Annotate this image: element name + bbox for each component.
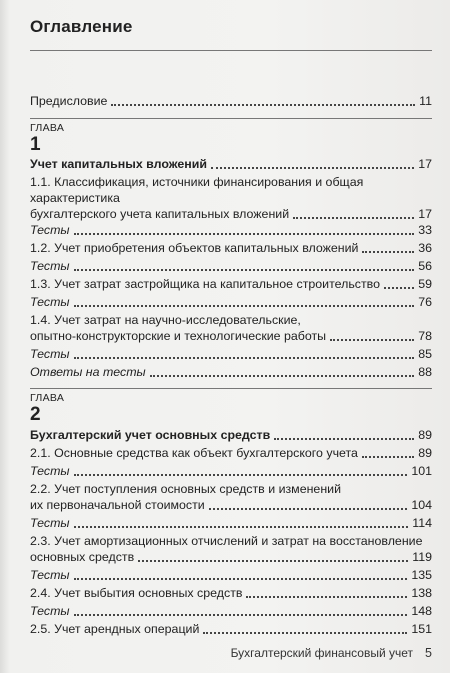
page-number: 5 [425,646,432,660]
toc-entry-tests [30,515,432,531]
toc-entry-section [30,174,432,222]
toc-entry-section [30,621,432,637]
toc-entry-section [30,240,432,256]
entry-page: 17 [418,157,432,171]
leader-dots [330,338,414,341]
running-title: Бухгалтерский финансовый учет [230,646,414,660]
leader-dots [384,286,414,289]
entry-text: Тесты [30,295,70,309]
entry-page: 114 [412,516,432,530]
toc-entry-section [30,312,432,344]
entry-text: Тесты [30,259,70,273]
entry-page: 78 [418,329,432,343]
entry-page: 89 [418,428,432,442]
entry-text-line: 1.1. Классификация, источники финансирования и общая [30,175,364,189]
leader-dots [74,473,408,476]
leader-dots [74,232,415,235]
entry-page: 11 [419,94,432,108]
entry-text: бухгалтерского учета капитальных вложений [30,207,290,221]
entry-text: 2.1. Основные средства как объект бухгалтерского учета [30,446,358,460]
leader-dots [203,631,407,634]
toc-entry-chapter-title [30,156,432,172]
entry-page: 89 [418,446,432,460]
chapter-number: 1 [30,134,41,155]
entry-page: 101 [411,464,432,478]
leader-dots [293,216,414,219]
page-footer [231,646,432,660]
leader-dots [111,103,415,106]
entry-text: их первоначальной стоимости [30,498,205,512]
toc-entry-section [30,533,432,565]
entry-text-line: 2.2. Учет поступления основных средств и изменений [30,482,341,496]
toc-entry-tests [30,346,432,362]
toc-entry-section [30,585,432,601]
entry-text: Тесты [30,464,70,478]
entry-text: Тесты [30,347,70,361]
toc-entry-section [30,481,432,513]
entry-page: 17 [418,207,432,221]
leader-dots [274,437,414,440]
toc-entry-tests [30,294,432,310]
leader-dots [362,455,414,458]
entry-page: 104 [411,498,432,512]
entry-page: 148 [411,604,432,618]
leader-dots [74,613,408,616]
entry-text: Бухгалтерский учет основных средств [30,428,271,442]
entry-text: 2.4. Учет выбытия основных средств [30,586,243,600]
toc-entry-tests [30,567,432,583]
entry-text: основных средств [30,550,135,564]
entry-page: 56 [418,259,432,273]
leader-dots [74,304,415,307]
leader-dots [74,577,408,580]
chapter-rule [30,388,432,389]
entry-text: 2.5. Учет арендных операций [30,622,200,636]
entry-page: 59 [418,277,432,291]
entry-text: Ответы на тесты [30,365,146,379]
toc-entry-section [30,445,432,461]
entry-page: 138 [411,586,432,600]
entry-text: Тесты [30,223,70,237]
toc-entry-tests [30,258,432,274]
leader-dots [74,268,415,271]
entry-text: 1.2. Учет приобретения объектов капитальных вложений [30,241,359,255]
leader-dots [74,525,409,528]
toc-entry-answers [30,364,432,380]
entry-page: 76 [418,295,432,309]
entry-text-line: 2.3. Учет амортизационных отчислений и затрат на восстановление [30,534,423,548]
toc-entry-preface [30,93,432,109]
leader-dots [209,507,408,510]
entry-page: 135 [411,568,432,582]
entry-text: опытно-конструкторские и технологические работы [30,329,327,343]
heading-rule [30,50,432,51]
entry-page: 33 [418,223,432,237]
chapter-rule [30,118,432,119]
entry-text-line: 1.4. Учет затрат на научно-исследовательские, [30,313,301,327]
entry-text: Учет капитальных вложений [30,157,207,171]
entry-text: Тесты [30,568,70,582]
toc-entry-tests [30,463,432,479]
toc-entry-section [30,276,432,292]
entry-text: 1.3. Учет затрат застройщика на капитальное строительство [30,277,380,291]
entry-page: 151 [411,622,432,636]
toc-heading: Оглавление [30,17,133,36]
toc-entry-tests [30,603,432,619]
chapter-label: ГЛАВА [30,392,65,404]
entry-page: 119 [412,550,432,564]
toc-entry-tests [30,222,432,238]
entry-page: 85 [418,347,432,361]
leader-dots [211,166,414,169]
leader-dots [150,374,415,377]
entry-page: 36 [418,241,432,255]
leader-dots [246,595,407,598]
entry-text: Тесты [30,516,70,530]
leader-dots [362,250,414,253]
entry-text: Предисловие [30,94,108,108]
entry-text-line: характеристика [30,191,120,205]
chapter-number: 2 [30,404,41,425]
chapter-label: ГЛАВА [30,122,65,134]
leader-dots [74,356,415,359]
leader-dots [138,559,408,562]
toc-entry-chapter-title [30,427,432,443]
entry-text: Тесты [30,604,70,618]
entry-page: 88 [418,365,432,379]
